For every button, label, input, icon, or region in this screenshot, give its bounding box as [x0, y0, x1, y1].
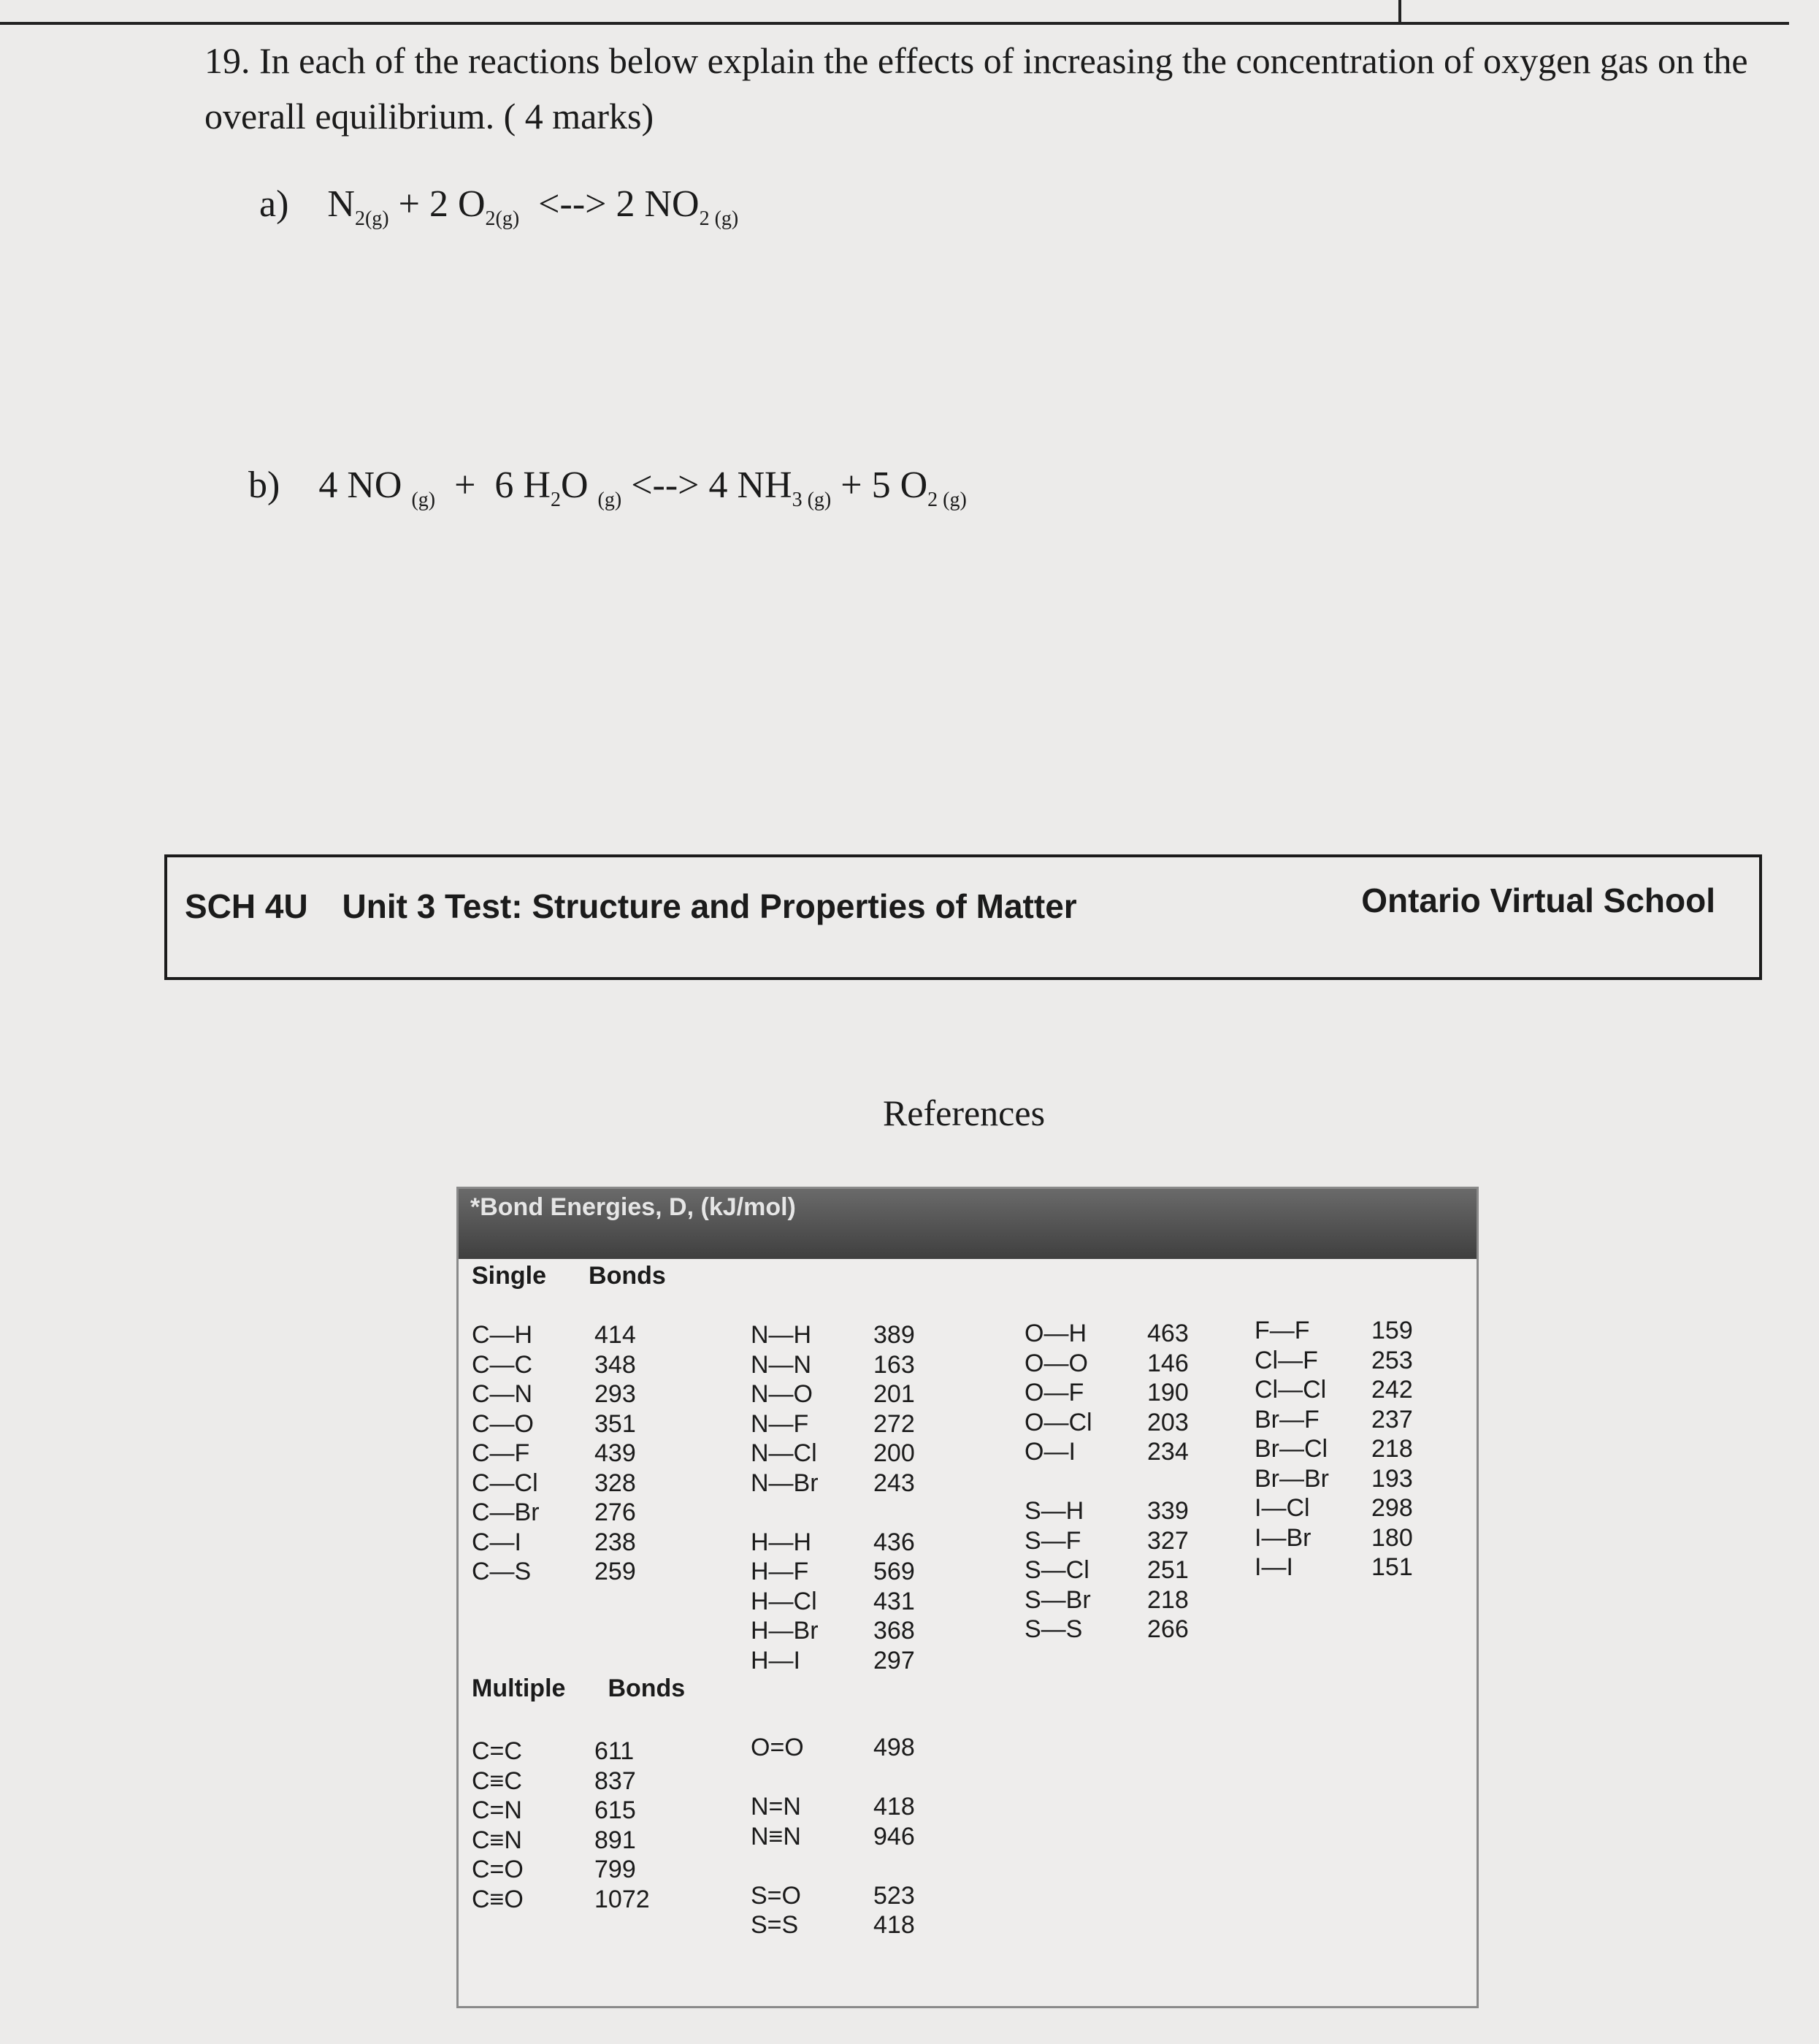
top-rule-divider: [1398, 0, 1401, 22]
bond-type: N—Br: [751, 1469, 819, 1497]
bond-type: S—S: [1025, 1615, 1083, 1643]
bond-energy-table: [456, 1187, 1479, 2008]
bond-row: [472, 1855, 650, 1885]
bond-type: C—O: [472, 1409, 534, 1438]
bond-energy: 327: [1147, 1526, 1189, 1555]
bond-row: [472, 1885, 650, 1915]
bond-energy: 799: [594, 1856, 636, 1883]
bond-type: C=O: [472, 1856, 524, 1883]
bond-energy: 218: [1147, 1585, 1189, 1614]
bond-row: [1025, 1496, 1189, 1526]
bond-energy: 253: [1371, 1346, 1413, 1374]
reaction-a: a) $N_{2(g)} + 2$ $O_{2(g)}$ <--> 2 $NO_{2 (g)}$: [259, 183, 739, 230]
bond-row: [751, 1910, 915, 1940]
bond-type: C≡O: [472, 1885, 524, 1913]
references-title: References: [882, 1092, 1046, 1133]
bond-type: C=C: [472, 1737, 522, 1765]
bond-row: [1025, 1615, 1189, 1645]
bond-row: [751, 1557, 915, 1587]
bond-row: [1255, 1346, 1413, 1376]
bond-type: C—C: [472, 1350, 533, 1379]
bond-row: [1255, 1493, 1413, 1523]
bond-row: [1025, 1319, 1189, 1349]
bond-energy: 190: [1147, 1379, 1189, 1406]
bond-energy: 201: [873, 1380, 915, 1408]
course-code: SCH 4U: [185, 887, 308, 925]
bond-row: [472, 1767, 650, 1796]
bond-row: [472, 1796, 650, 1826]
bond-row: [1025, 1437, 1189, 1467]
bond-row: [1025, 1555, 1189, 1585]
bond-row: [472, 1557, 636, 1587]
bond-type: O—I: [1025, 1438, 1076, 1466]
bond-energy: 328: [594, 1469, 636, 1497]
top-rule: [0, 0, 1789, 25]
bond-type: Cl—Cl: [1255, 1376, 1327, 1404]
bond-energy: 431: [873, 1587, 915, 1615]
bond-energy: 151: [1371, 1553, 1413, 1581]
bond-row: [1255, 1375, 1413, 1405]
bond-energy: 611: [594, 1737, 635, 1765]
bond-row: [472, 1409, 636, 1439]
bond-type: C—S: [472, 1558, 532, 1585]
multiple-col-2: [751, 1733, 915, 1940]
bond-energy: 339: [1147, 1497, 1189, 1525]
bond-energy: 200: [873, 1439, 915, 1467]
bond-row: [751, 1469, 915, 1498]
bond-type: N≡N: [751, 1822, 801, 1850]
bond-type: [1025, 1467, 1147, 1497]
bond-row: [751, 1792, 915, 1822]
bond-type: Cl—F: [1255, 1346, 1318, 1374]
bond-energy: 463: [1147, 1320, 1189, 1347]
bond-energy: 837: [594, 1767, 636, 1795]
bond-type: C—F: [472, 1439, 530, 1467]
bond-row: [751, 1822, 915, 1852]
bond-type: Br—Br: [1255, 1464, 1329, 1493]
table-title: *Bond Energies, D, (kJ/mol): [470, 1193, 796, 1221]
test-header-box: [164, 854, 1762, 980]
bond-energy: 348: [594, 1350, 636, 1379]
bond-type: C—I: [472, 1528, 521, 1556]
bond-energy: 259: [594, 1558, 636, 1585]
bond-energy: 237: [1371, 1405, 1413, 1434]
bond-row: [1255, 1434, 1413, 1464]
bond-row: [751, 1616, 915, 1646]
bond-row: [1025, 1378, 1189, 1408]
bond-row: [751, 1587, 915, 1617]
bond-row: [1025, 1349, 1189, 1379]
bond-type: Br—Cl: [1255, 1435, 1328, 1463]
bond-type: [751, 1498, 873, 1528]
bond-energy: 243: [873, 1469, 915, 1497]
bond-type: N—H: [751, 1321, 812, 1349]
bond-row: [472, 1498, 636, 1528]
bond-energy: 891: [594, 1826, 636, 1854]
bond-type: [751, 1851, 873, 1881]
question-19: [204, 33, 1811, 144]
bond-energy: 146: [1147, 1349, 1189, 1377]
bond-row: [751, 1320, 915, 1350]
bond-energy: 272: [873, 1409, 915, 1438]
bond-row: [1025, 1585, 1189, 1615]
bond-type: I—I: [1255, 1553, 1293, 1581]
bond-row: [1255, 1523, 1413, 1553]
bond-row: [751, 1379, 915, 1409]
bond-energy: 234: [1147, 1438, 1189, 1466]
bond-energy: 276: [594, 1498, 636, 1526]
bond-row: [1025, 1467, 1189, 1497]
bond-type: S—Br: [1025, 1585, 1091, 1614]
bond-type: H—I: [751, 1646, 800, 1674]
bond-row: [751, 1498, 915, 1528]
bond-energy: 523: [873, 1881, 915, 1910]
bond-row: [472, 1469, 636, 1498]
bond-energy: 615: [594, 1796, 636, 1824]
multiple-bonds-heading: Multiple Bonds: [472, 1674, 686, 1702]
bond-row: [751, 1733, 915, 1763]
single-bonds-heading: Single Bonds: [472, 1262, 666, 1290]
bond-row: [472, 1826, 650, 1856]
bond-type: H—F: [751, 1558, 809, 1585]
bond-type: C—Cl: [472, 1469, 538, 1497]
bond-row: [472, 1737, 650, 1767]
bond-energy: 193: [1371, 1464, 1413, 1493]
bond-type: I—Cl: [1255, 1494, 1310, 1522]
bond-type: H—Cl: [751, 1587, 817, 1615]
bond-type: C—Br: [472, 1498, 540, 1526]
bond-energy: 266: [1147, 1615, 1189, 1643]
bond-type: O—H: [1025, 1320, 1087, 1347]
bond-row: [751, 1350, 915, 1380]
bond-row: [751, 1646, 915, 1676]
bond-energy: 218: [1371, 1435, 1413, 1463]
bond-energy: 238: [594, 1528, 636, 1556]
bond-type: S=S: [751, 1911, 799, 1939]
bond-type: N=N: [751, 1793, 801, 1821]
bond-row: [472, 1379, 636, 1409]
bond-energy: 203: [1147, 1408, 1189, 1436]
bond-row: [472, 1528, 636, 1558]
question-text: In each of the reactions below explain the effects of increasing the concentration of oxygen gas on the overall equilibrium. ( 4 marks): [204, 40, 1748, 137]
test-title: Unit 3 Test: Structure and Properties of Matter: [342, 887, 1077, 925]
bond-energy: 159: [1371, 1317, 1413, 1344]
single-col-2: [751, 1320, 915, 1675]
bond-row: [472, 1320, 636, 1350]
single-col-4: [1255, 1316, 1413, 1582]
bond-row: [751, 1763, 915, 1793]
bond-type: C≡C: [472, 1767, 522, 1795]
bond-row: [1255, 1464, 1413, 1494]
bond-type: F—F: [1255, 1317, 1310, 1344]
bond-type: S—F: [1025, 1526, 1081, 1555]
question-number: 19.: [204, 40, 250, 81]
bond-energy: 569: [873, 1558, 915, 1585]
bond-energy: 498: [873, 1734, 915, 1761]
bond-energy: 297: [873, 1646, 915, 1674]
bond-row: [1025, 1408, 1189, 1438]
bond-energy: 418: [873, 1911, 915, 1939]
bond-row: [1255, 1316, 1413, 1346]
bond-row: [751, 1528, 915, 1558]
bond-row: [751, 1409, 915, 1439]
bond-type: C—H: [472, 1321, 533, 1349]
bond-energy: 368: [873, 1617, 915, 1645]
bond-type: C—N: [472, 1380, 533, 1408]
bond-type: S—H: [1025, 1497, 1084, 1525]
school-name: Ontario Virtual School: [1361, 881, 1715, 919]
bond-row: [472, 1350, 636, 1380]
bond-energy: 389: [873, 1321, 915, 1349]
bond-type: S—Cl: [1025, 1556, 1090, 1584]
bond-energy: 298: [1371, 1494, 1413, 1522]
bond-type: S=O: [751, 1881, 801, 1910]
bond-energy: 163: [873, 1350, 915, 1379]
bond-type: O=O: [751, 1734, 804, 1761]
bond-row: [472, 1439, 636, 1469]
bond-energy: 436: [873, 1528, 915, 1556]
bond-energy: 293: [594, 1380, 636, 1408]
reaction-b: b) 4 NO $_{(g)}$ + 6 $H_2O$ $_{(g)}$ <--> 4 $NH_{3 (g)} + 5$ $O_{2 (g)}$: [248, 464, 967, 511]
bond-row: [751, 1439, 915, 1469]
bond-row: [1255, 1405, 1413, 1435]
bond-type: [751, 1763, 873, 1793]
bond-energy: 418: [873, 1793, 915, 1821]
bond-type: O—Cl: [1025, 1408, 1092, 1436]
bond-type: Br—F: [1255, 1405, 1320, 1434]
bond-energy: 180: [1371, 1523, 1413, 1552]
bond-type: N—N: [751, 1350, 812, 1379]
bond-type: C≡N: [472, 1826, 522, 1854]
bond-energy: 439: [594, 1439, 636, 1467]
multiple-col-1: [472, 1737, 650, 1914]
bond-type: N—F: [751, 1409, 809, 1438]
bond-energy: 351: [594, 1409, 636, 1438]
bond-energy: 1072: [594, 1885, 650, 1913]
bond-row: [751, 1881, 915, 1911]
bond-energy: 242: [1371, 1376, 1413, 1404]
bond-type: O—F: [1025, 1379, 1084, 1406]
single-col-1: [472, 1320, 636, 1587]
bond-type: I—Br: [1255, 1523, 1311, 1552]
bond-row: [1025, 1526, 1189, 1556]
bond-type: N—O: [751, 1380, 813, 1408]
bond-row: [751, 1851, 915, 1881]
bond-type: N—Cl: [751, 1439, 817, 1467]
bond-row: [1255, 1553, 1413, 1582]
bond-energy: 946: [873, 1822, 915, 1850]
bond-type: H—H: [751, 1528, 812, 1556]
bond-energy: 414: [594, 1321, 636, 1349]
single-col-3: [1025, 1319, 1189, 1645]
bond-type: H—Br: [751, 1617, 819, 1645]
bond-energy: 251: [1147, 1556, 1189, 1584]
bond-type: O—O: [1025, 1349, 1088, 1377]
bond-type: C=N: [472, 1796, 522, 1824]
